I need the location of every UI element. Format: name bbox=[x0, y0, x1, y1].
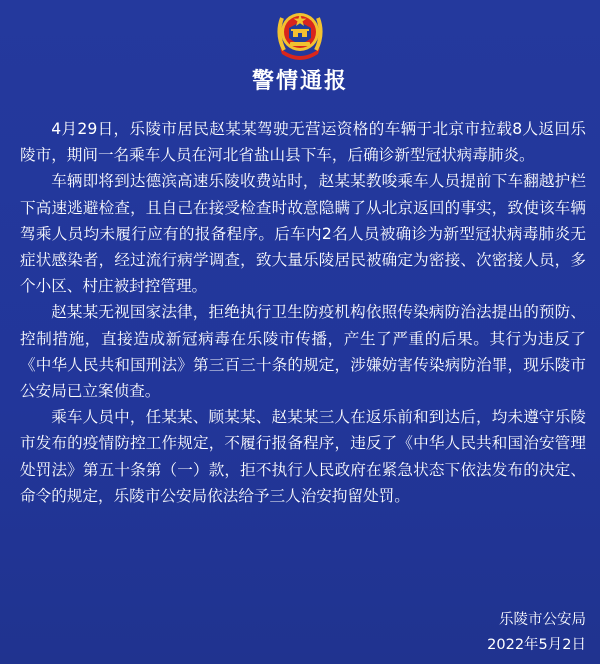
notice-body bbox=[20, 116, 586, 509]
page-title: 警情通报 bbox=[251, 69, 348, 94]
police-emblem-icon bbox=[274, 4, 326, 64]
paragraph: 4月29日，乐陵市居民赵某某驾驶无营运资格的车辆于北京市拉载8人返回乐陵市，期间一名乘车人员在河北省盐山县下车，后确诊新型冠状病毒肺炎。 bbox=[20, 120, 586, 165]
issuing-authority: 乐陵市公安局 bbox=[499, 612, 586, 628]
paragraph: 乘车人员中，任某某、顾某某、赵某某三人在返乐前和到达后，均未遵守乐陵市发布的疫情防控工作规定，不履行报备程序，违反了《中华人民共和国治安管理处罚法》第五十条第（一）款，拒不执行人民政府在紧急状态下依法发布的决定、命令的规定，乐陵市公安局依法给予三人治安拘留处罚。 bbox=[20, 408, 586, 505]
issue-date: 2022年5月2日 bbox=[487, 637, 586, 653]
paragraph: 赵某某无视国家法律，拒绝执行卫生防疫机构依照传染病防治法提出的预防、控制措施，直接造成新冠病毒在乐陵市传播，产生了严重的后果。其行为违反了《中华人民共和国刑法》第三百三十条的规定，涉嫌妨害传染病防治罪，现乐陵市公安局已立案侦查。 bbox=[20, 303, 586, 401]
paragraph: 车辆即将到达德滨高速乐陵收费站时，赵某某教唆乘车人员提前下车翻越护栏下高速逃避检查，且自己在接受检查时故意隐瞒了从北京返回的事实，致使该车辆驾乘人员均未履行应有的报备程序。后车内2名人员被确诊为新型冠状病毒肺炎无症状感染者，经过流行病学调查，致大量乐陵居民被确定为密接、次密接人员，多个小区、村庄被封控管理。 bbox=[20, 172, 586, 296]
